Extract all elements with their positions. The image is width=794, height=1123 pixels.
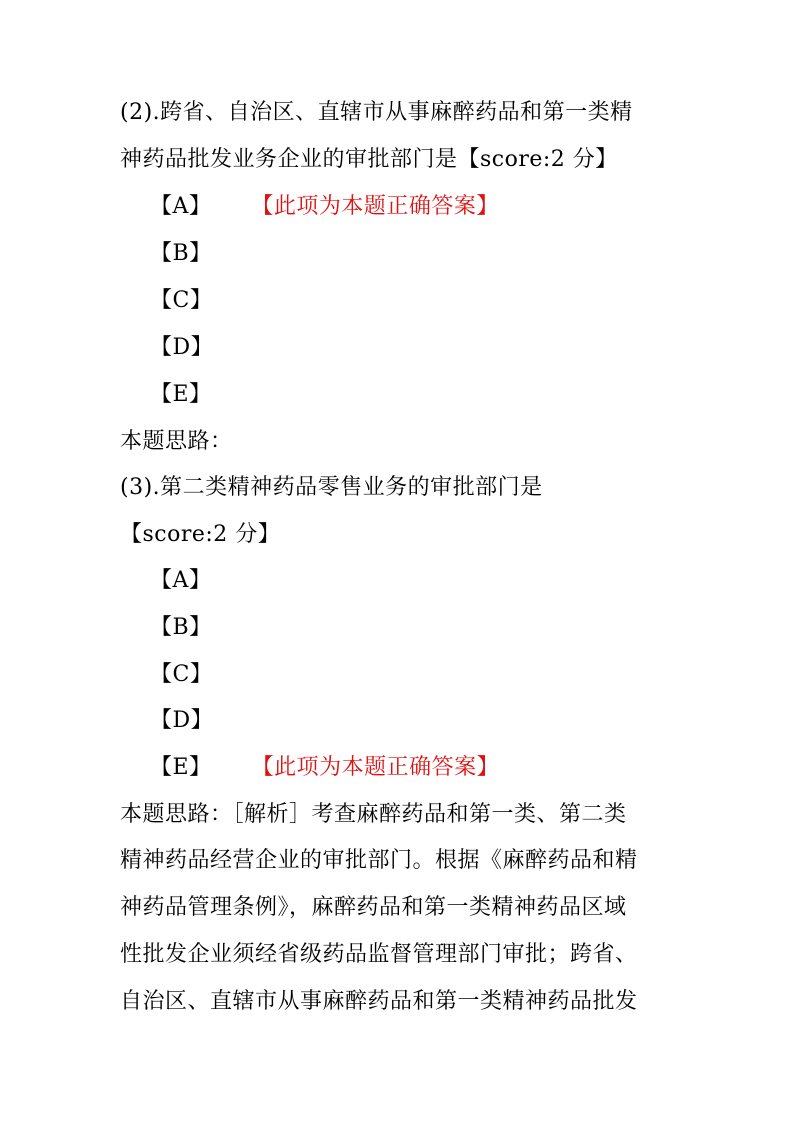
q2-stem-line-2: 神药品批发业务企业的审批部门是【score:2 分】 <box>120 147 618 172</box>
q2-analysis: 本题思路： <box>120 429 233 454</box>
q3-option-b: 【B】 <box>150 615 212 640</box>
q3-option-c: 【C】 <box>150 662 213 687</box>
q3-option-e <box>150 753 499 783</box>
q3-analysis-line-4: 性批发企业须经省级药品监督管理部门审批；跨省、 <box>120 942 638 967</box>
q3-option-a: 【A】 <box>150 568 212 593</box>
q3-analysis-line-1: 本题思路：［解析］考查麻醉药品和第一类、第二类 <box>120 802 627 827</box>
q2-option-c: 【C】 <box>150 288 213 313</box>
q3-stem-line-2: 【score:2 分】 <box>120 522 281 547</box>
q2-option-b: 【B】 <box>150 241 212 266</box>
q2-option-d: 【D】 <box>150 335 214 360</box>
q2-option-a-label: 【A】 <box>150 194 212 219</box>
q3-option-e-label: 【E】 <box>150 755 212 780</box>
q3-option-d: 【D】 <box>150 708 214 733</box>
q2-stem-line-1: (2).跨省、自治区、直辖市从事麻醉药品和第一类精 <box>120 100 633 125</box>
q3-analysis-line-2: 精神药品经营企业的审批部门。根据《麻醉药品和精 <box>120 848 638 873</box>
q3-correct-answer-mark: 【此项为本题正确答案】 <box>251 755 500 780</box>
q2-option-e: 【E】 <box>150 382 212 407</box>
q3-analysis-line-5: 自治区、直辖市从事麻醉药品和第一类精神药品批发 <box>120 989 638 1014</box>
q3-stem-line-1: (3).第二类精神药品零售业务的审批部门是 <box>120 475 543 500</box>
q2-option-a <box>150 192 499 222</box>
q2-correct-answer-mark: 【此项为本题正确答案】 <box>251 194 499 219</box>
q3-analysis-line-3: 神药品管理条例》，麻醉药品和第一类精神药品区域 <box>120 895 627 920</box>
